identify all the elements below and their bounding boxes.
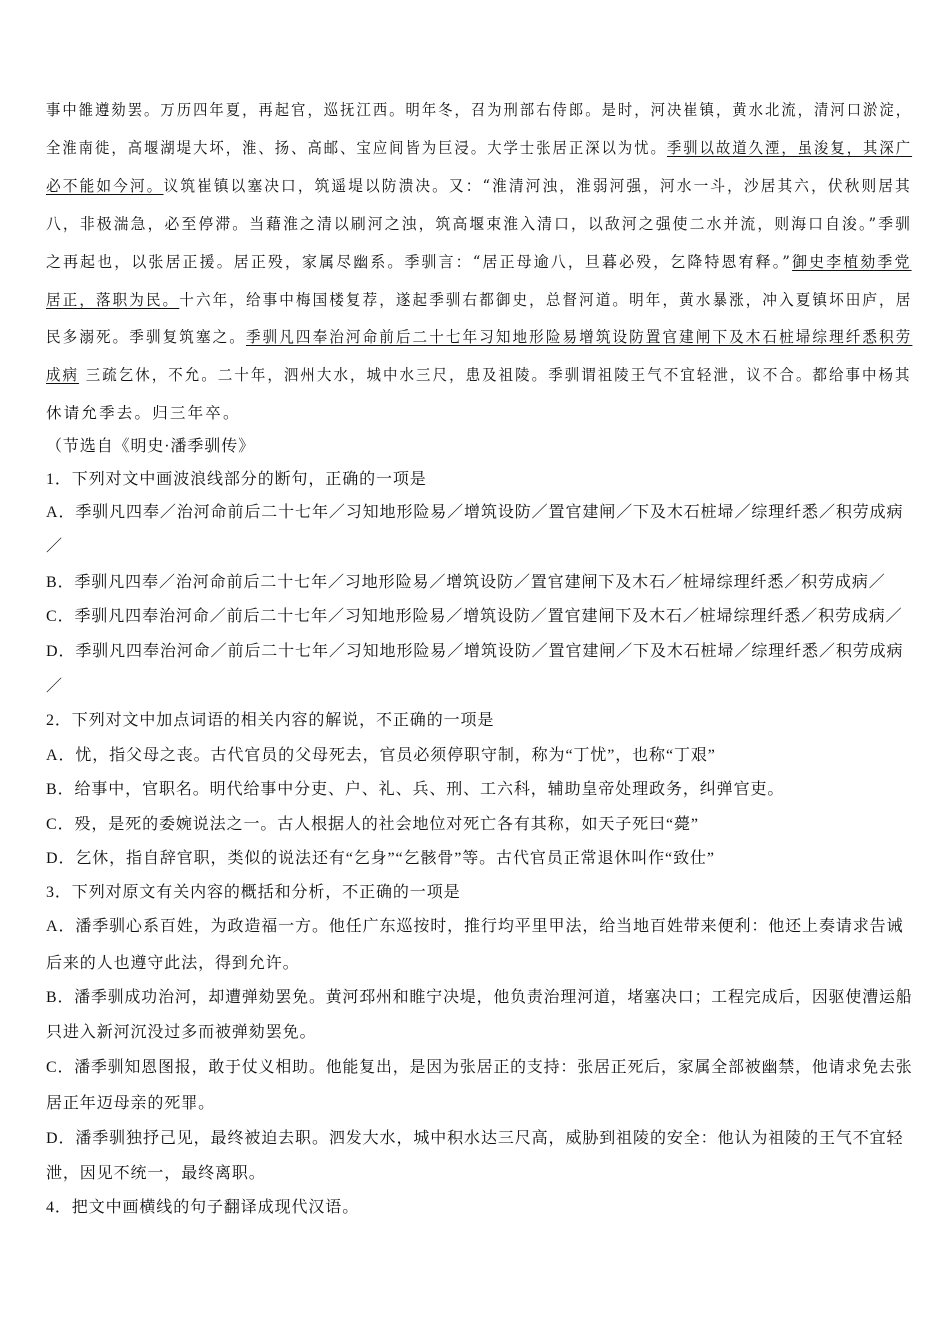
q1-option-d-cont: ／	[46, 678, 63, 695]
passage-text: 全淮南徙，高堰湖堤大坏，淮、扬、高邮、宝应间皆为巨浸。大学士张居正深以为忧。	[46, 139, 667, 157]
q1-option-a-cont: ／	[46, 538, 63, 555]
passage-line-3	[46, 176, 912, 196]
q3-option-a: A．潘季驯心系百姓，为政造福一方。他任广东巡按时，推行均平里甲法，给当地百姓带来便利：他还上奏请求告诫	[46, 918, 904, 935]
wavy-segment-end: 成病	[46, 366, 80, 384]
question-2: 2．下列对文中加点词语的相关内容的解说，不正确的一项是	[46, 712, 495, 729]
q3-option-c-cont: 居正年迈母亲的死罪。	[46, 1095, 216, 1112]
underlined-sentence-1-end: 必不能如今河。	[46, 177, 164, 195]
passage-source: （节选自《明史·潘季驯传》	[46, 438, 256, 455]
passage-line-8	[46, 365, 912, 385]
q3-option-d-cont: 泄，因见不统一，最终离职。	[46, 1165, 266, 1182]
wavy-segment: 季驯凡四奉治河命前后二十七年习知地形险易增筑设防置官建闸下及木石桩埽综理纤悉积劳	[245, 328, 913, 346]
q3-option-c: C．潘季驯知恩图报，敢于仗义相助。他能复出，是因为张居正的支持：张居正死后，家属全部被幽禁，他请求免去张	[46, 1059, 913, 1076]
passage-text: 议筑崔镇以塞决口，筑遥堤以防溃决。又：“淮清河浊，淮弱河强，河水一斗，沙居其六，伏秋则居其	[163, 177, 912, 195]
passage-line-6	[46, 290, 913, 310]
underlined-sentence-2: 御史李植劾季党	[792, 253, 912, 271]
passage-text: 十六年，给事中梅国楼复荐，遂起季驯右都御史，总督河道。明年，黄水暴涨，冲入夏镇坏田庐，居	[179, 291, 913, 309]
passage-text: 之再起也，以张居正援。居正殁，家属尽幽系。季驯言：“居正母逾八，旦暮必殁，乞降特恩宥释。”	[46, 253, 793, 271]
q2-option-c: C．殁，是死的委婉说法之一。古人根据人的社会地位对死亡各有其称，如天子死曰“薨”	[46, 816, 699, 833]
q3-option-a-cont: 后来的人也遵守此法，得到允许。	[46, 955, 300, 972]
q2-option-d: D．乞休，指自辞官职，类似的说法还有“乞身”“乞骸骨”等。古代官员正常退休叫作“致仕”	[46, 850, 715, 867]
q1-option-a: A．季驯凡四奉／治河命前后二十七年／习知地形险易／增筑设防／置官建闸／下及木石桩埽／综理纤悉／积劳成病	[46, 504, 904, 521]
q2-option-b: B．给事中，官职名。明代给事中分吏、户、礼、兵、刑、工六科，辅助皇帝处理政务，纠弹官吏。	[46, 781, 785, 798]
passage-line-4: 八，非极湍急，必至停滞。当藉淮之清以刷河之浊，筑高堰束淮入清口，以敌河之强使二水并流，则海口自浚。”季驯	[46, 215, 913, 233]
question-1: 1．下列对文中画波浪线部分的断句，正确的一项是	[46, 471, 427, 488]
passage-line-1: 事中雒遵劾罢。万历四年夏，再起官，巡抚江西。明年冬，召为刑部右侍郎。是时，河决崔镇，黄水北流，清河口淤淀，	[46, 101, 913, 119]
passage-text: 民多溺死。季驯复筑塞之。	[46, 328, 246, 346]
question-4: 4．把文中画横线的句子翻译成现代汉语。	[46, 1199, 360, 1216]
q1-option-d: D．季驯凡四奉治河命／前后二十七年／习知地形险易／增筑设防／置官建闸／下及木石桩埽／综理纤悉／积劳成病	[46, 643, 904, 660]
passage-line-5	[46, 252, 912, 272]
underlined-sentence-2-end: 居正，落职为民。	[46, 291, 180, 309]
passage-line-7	[46, 327, 913, 347]
question-3: 3．下列对原文有关内容的概括和分析，不正确的一项是	[46, 884, 461, 901]
q1-option-b: B．季驯凡四奉／治河命前后二十七年／习地形险易／增筑设防／置官建闸下及木石／桩埽综理纤悉／积劳成病／	[46, 574, 886, 591]
q2-option-a: A．忧，指父母之丧。古代官员的父母死去，官员必须停职守制，称为“丁忧”，也称“丁艰”	[46, 747, 716, 764]
q3-option-b: B．潘季驯成功治河，却遭弹劾罢免。黄河邳州和睢宁决堤，他负责治理河道，堵塞决口；工程完成后，因驱使漕运船	[46, 989, 913, 1006]
q3-option-d: D．潘季驯独抒己见，最终被迫去职。泗发大水，城中积水达三尺高，威胁到祖陵的安全：他认为祖陵的王气不宜轻	[46, 1130, 904, 1147]
q3-option-b-cont: 只进入新河沉没过多而被弹劾罢免。	[46, 1024, 317, 1041]
underlined-sentence-1: 季驯以故道久湮，虽浚复，其深广	[666, 139, 913, 157]
passage-text: 三疏乞休，不允。二十年，泗州大水，城中水三尺，患及祖陵。季驯谓祖陵王气不宜轻泄，议不合。都给事中杨其	[79, 366, 912, 384]
q1-option-c: C．季驯凡四奉治河命／前后二十七年／习知地形险易／增筑设防／置官建闸下及木石／桩埽综理纤悉／积劳成病／	[46, 608, 903, 625]
passage-line-2	[46, 138, 913, 158]
passage-line-9: 休请允季去。归三年卒。	[46, 404, 241, 422]
